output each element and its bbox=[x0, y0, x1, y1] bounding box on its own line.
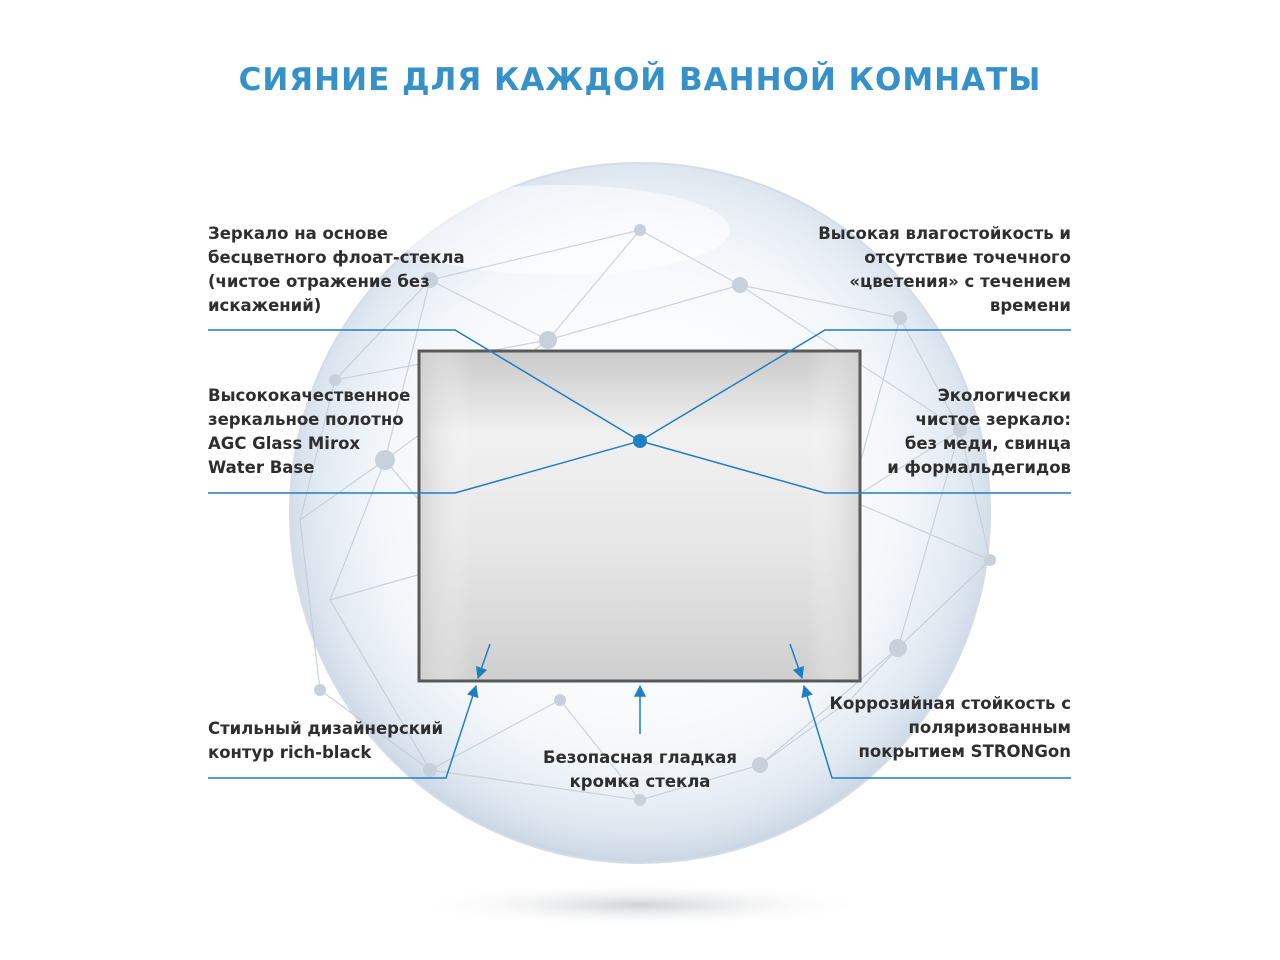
feature-float-glass bbox=[208, 222, 465, 318]
feature-float-glass-line-2: бесцветного флоат-стекла bbox=[208, 248, 465, 267]
feature-edge-line-2: кромка стекла bbox=[569, 772, 711, 791]
mirror-panel-sheen bbox=[419, 351, 860, 681]
feature-corrosion-line-1: Коррозийная стойкость с bbox=[829, 694, 1071, 713]
feature-corrosion bbox=[830, 692, 1071, 764]
feature-float-glass-line-4: искажений) bbox=[208, 296, 322, 315]
feature-float-glass-line-3: (чистое отражение без bbox=[208, 272, 430, 291]
feature-edge-line-1: Безопасная гладкая bbox=[543, 748, 737, 767]
feature-eco-line-2: чистое зеркало: bbox=[915, 410, 1071, 429]
feature-moisture bbox=[818, 222, 1071, 318]
feature-agc-line-1: Высококачественное bbox=[208, 386, 411, 405]
feature-agc bbox=[208, 384, 410, 480]
feature-contour bbox=[208, 717, 443, 765]
feature-agc-line-2: зеркальное полотно bbox=[208, 410, 404, 429]
page-title: СИЯНИЕ ДЛЯ КАЖДОЙ ВАННОЙ КОМНАТЫ bbox=[238, 62, 1042, 98]
feature-moisture-line-4: времени bbox=[989, 296, 1071, 315]
feature-agc-line-3: AGC Glass Mirox bbox=[208, 434, 361, 453]
center-point bbox=[633, 434, 647, 448]
feature-moisture-line-3: «цветения» с течением bbox=[849, 272, 1071, 291]
feature-agc-line-4: Water Base bbox=[208, 458, 315, 477]
feature-moisture-line-1: Высокая влагостойкость и bbox=[818, 224, 1071, 243]
feature-edge bbox=[500, 746, 780, 794]
sphere-shadow bbox=[410, 883, 870, 927]
feature-contour-line-1: Стильный дизайнерский bbox=[208, 719, 444, 738]
feature-eco-line-1: Экологически bbox=[937, 386, 1071, 405]
feature-float-glass-line-1: Зеркало на основе bbox=[208, 224, 388, 243]
feature-corrosion-line-2: поляризованным bbox=[908, 718, 1071, 737]
feature-contour-line-2: контур rich-black bbox=[208, 743, 372, 762]
feature-eco bbox=[887, 384, 1071, 480]
feature-corrosion-line-3: покрытием STRONGon bbox=[858, 742, 1071, 761]
feature-eco-line-4: и формальдегидов bbox=[887, 458, 1071, 477]
feature-eco-line-3: без меди, свинца bbox=[904, 434, 1071, 453]
feature-moisture-line-2: отсутствие точечного bbox=[864, 248, 1071, 267]
